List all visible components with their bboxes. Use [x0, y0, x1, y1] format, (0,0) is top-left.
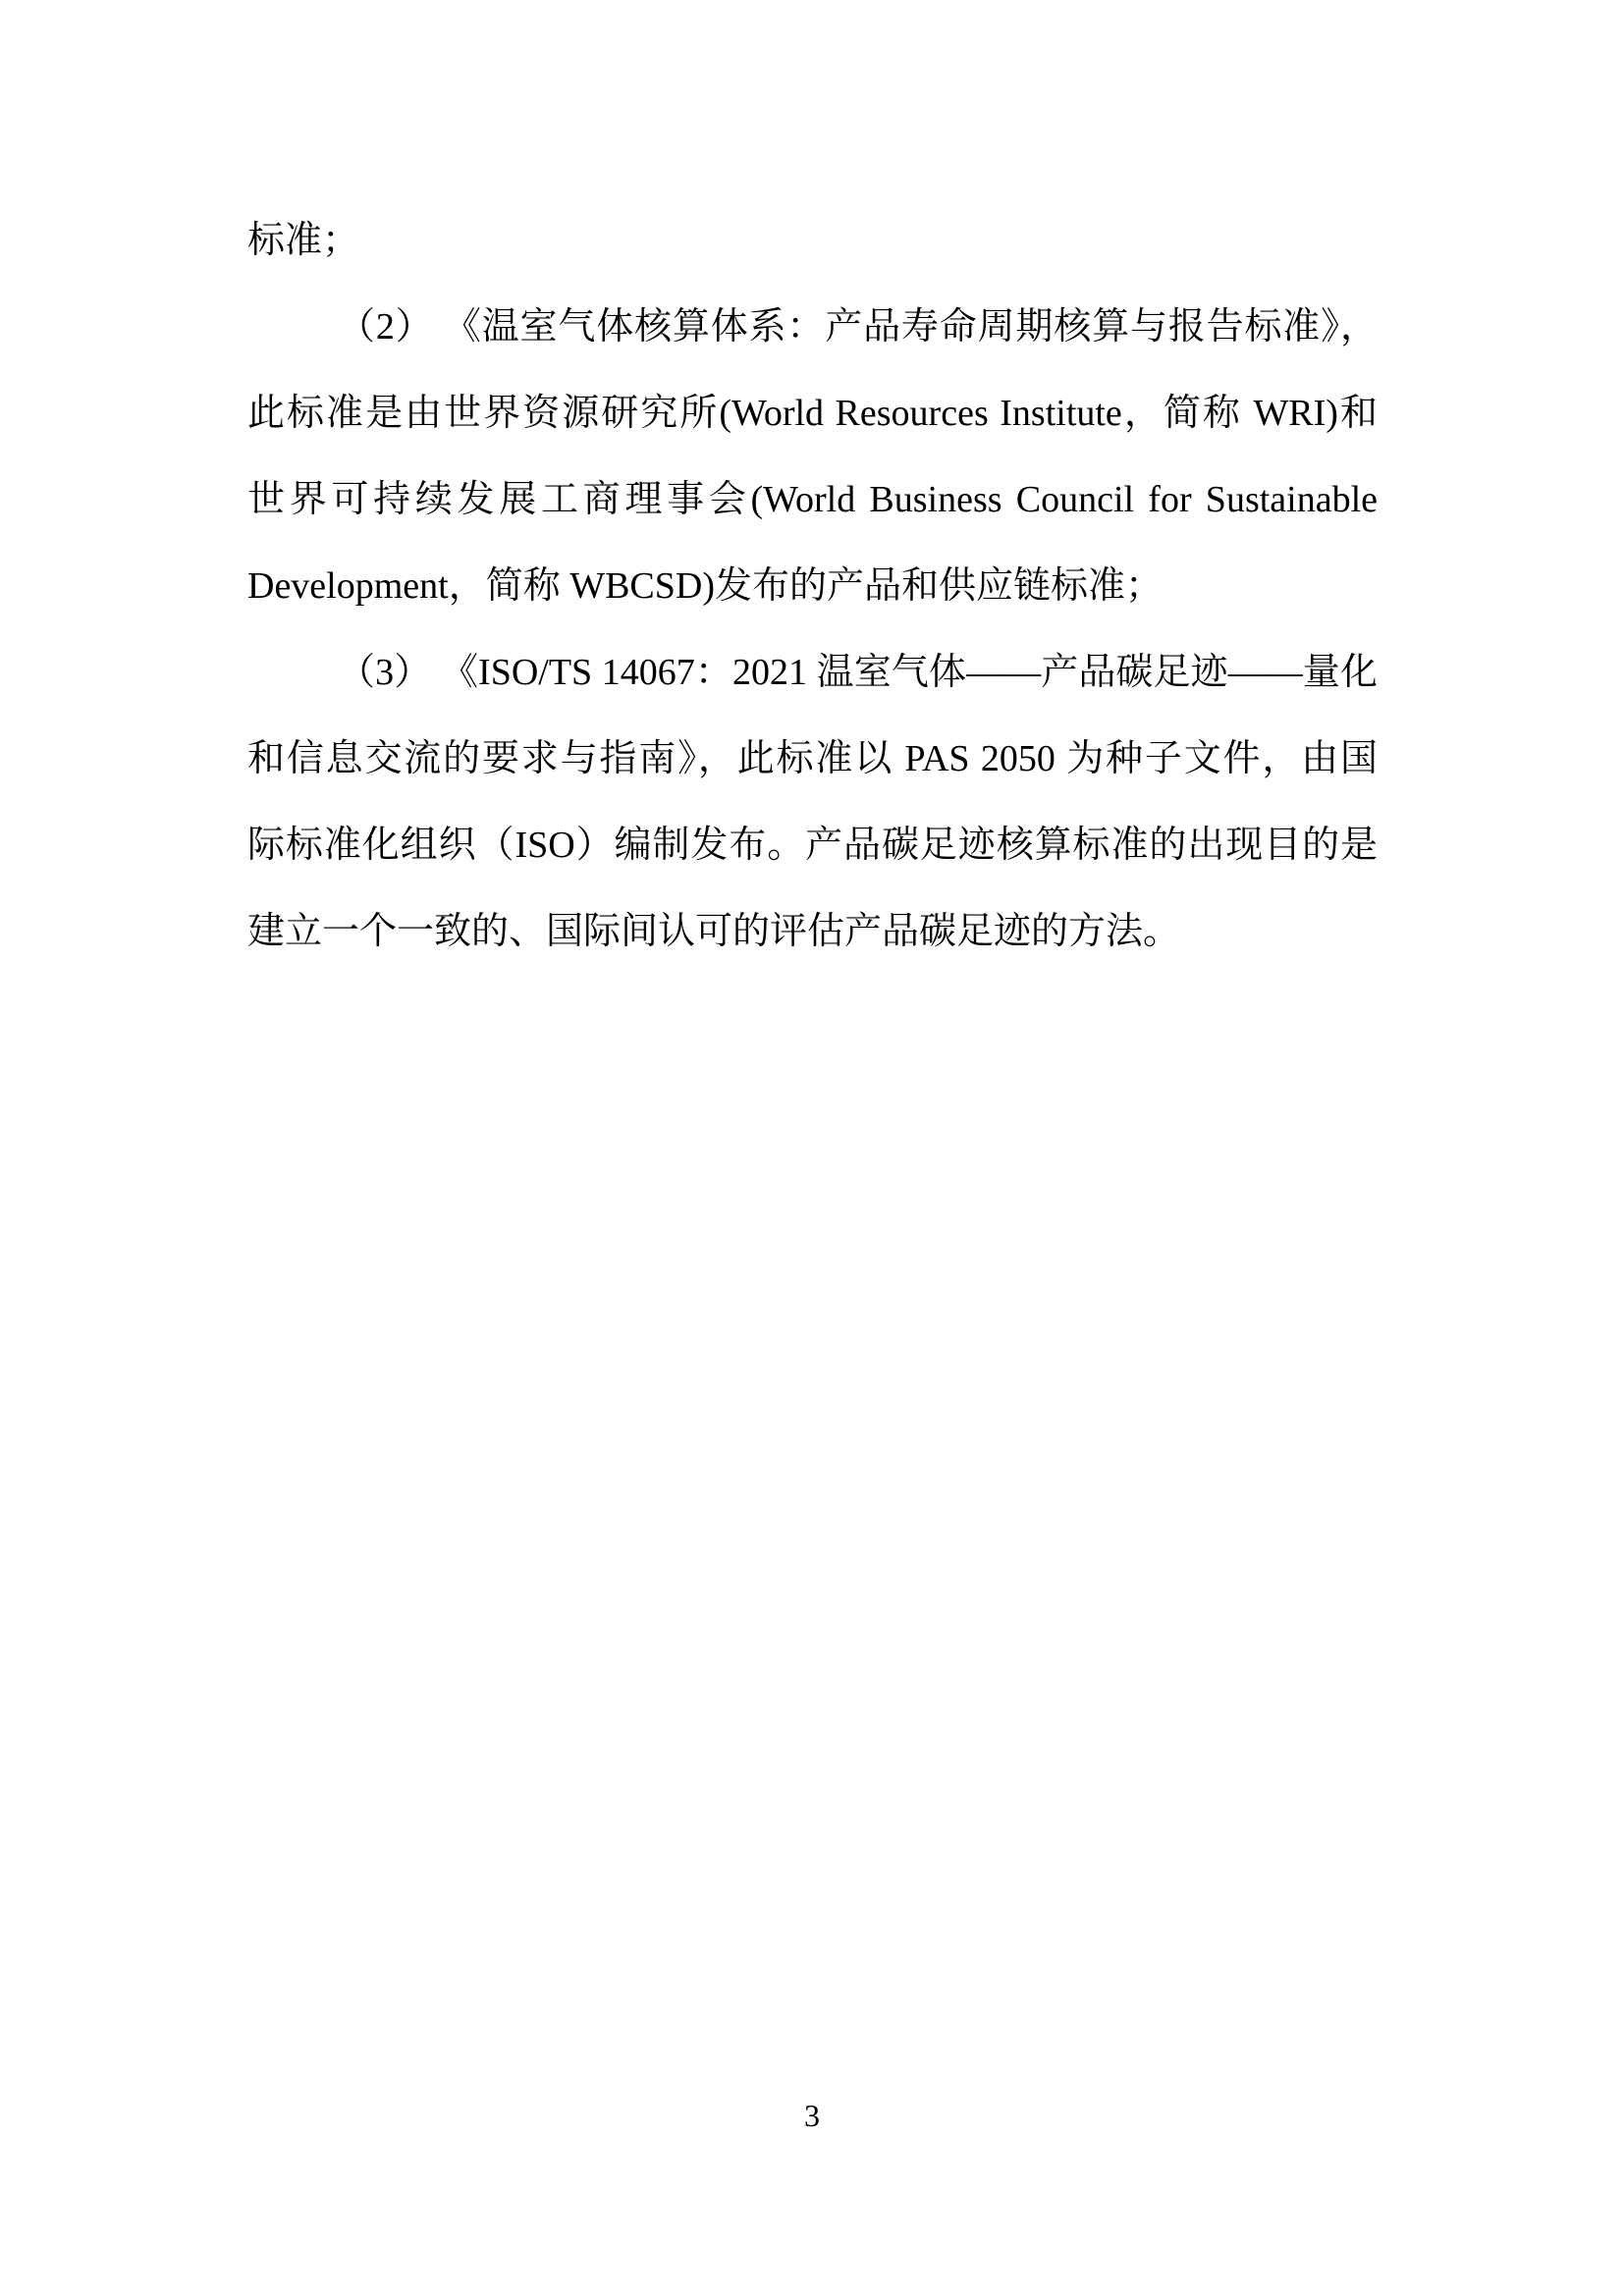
- paragraph-3-line-4: 建立一个一致的、国际间认可的评估产品碳足迹的方法。: [247, 911, 1181, 952]
- paragraph-2-line-4: Development，简称 WBCSD)发布的产品和供应链标准；: [247, 565, 1164, 607]
- page-number: 3: [804, 2098, 820, 2133]
- paragraph-1-line-1: 标准；: [247, 220, 360, 261]
- paragraph-2-line-1: （2） 《温室气体核算体系：产品寿命周期核算与报告标准》，: [338, 306, 1378, 347]
- paragraph-3-line-1: （3） 《ISO/TS 14067：2021 温室气体——产品碳足迹——量化: [338, 652, 1378, 693]
- paragraph-3-line-3: 际标准化组织（ISO）编制发布。产品碳足迹核算标准的出现目的是: [247, 825, 1378, 866]
- paragraph-3-line-2: 和信息交流的要求与指南》，此标准以 PAS 2050 为种子文件，由国: [247, 738, 1378, 779]
- paragraph-2-line-2: 此标准是由世界资源研究所(World Resources Institute，简称 WRI)和: [247, 393, 1378, 434]
- paragraph-2-line-3: 世界可持续发展工商理事会(World Business Council for Sustainable: [247, 479, 1378, 520]
- document-body: [247, 197, 1378, 975]
